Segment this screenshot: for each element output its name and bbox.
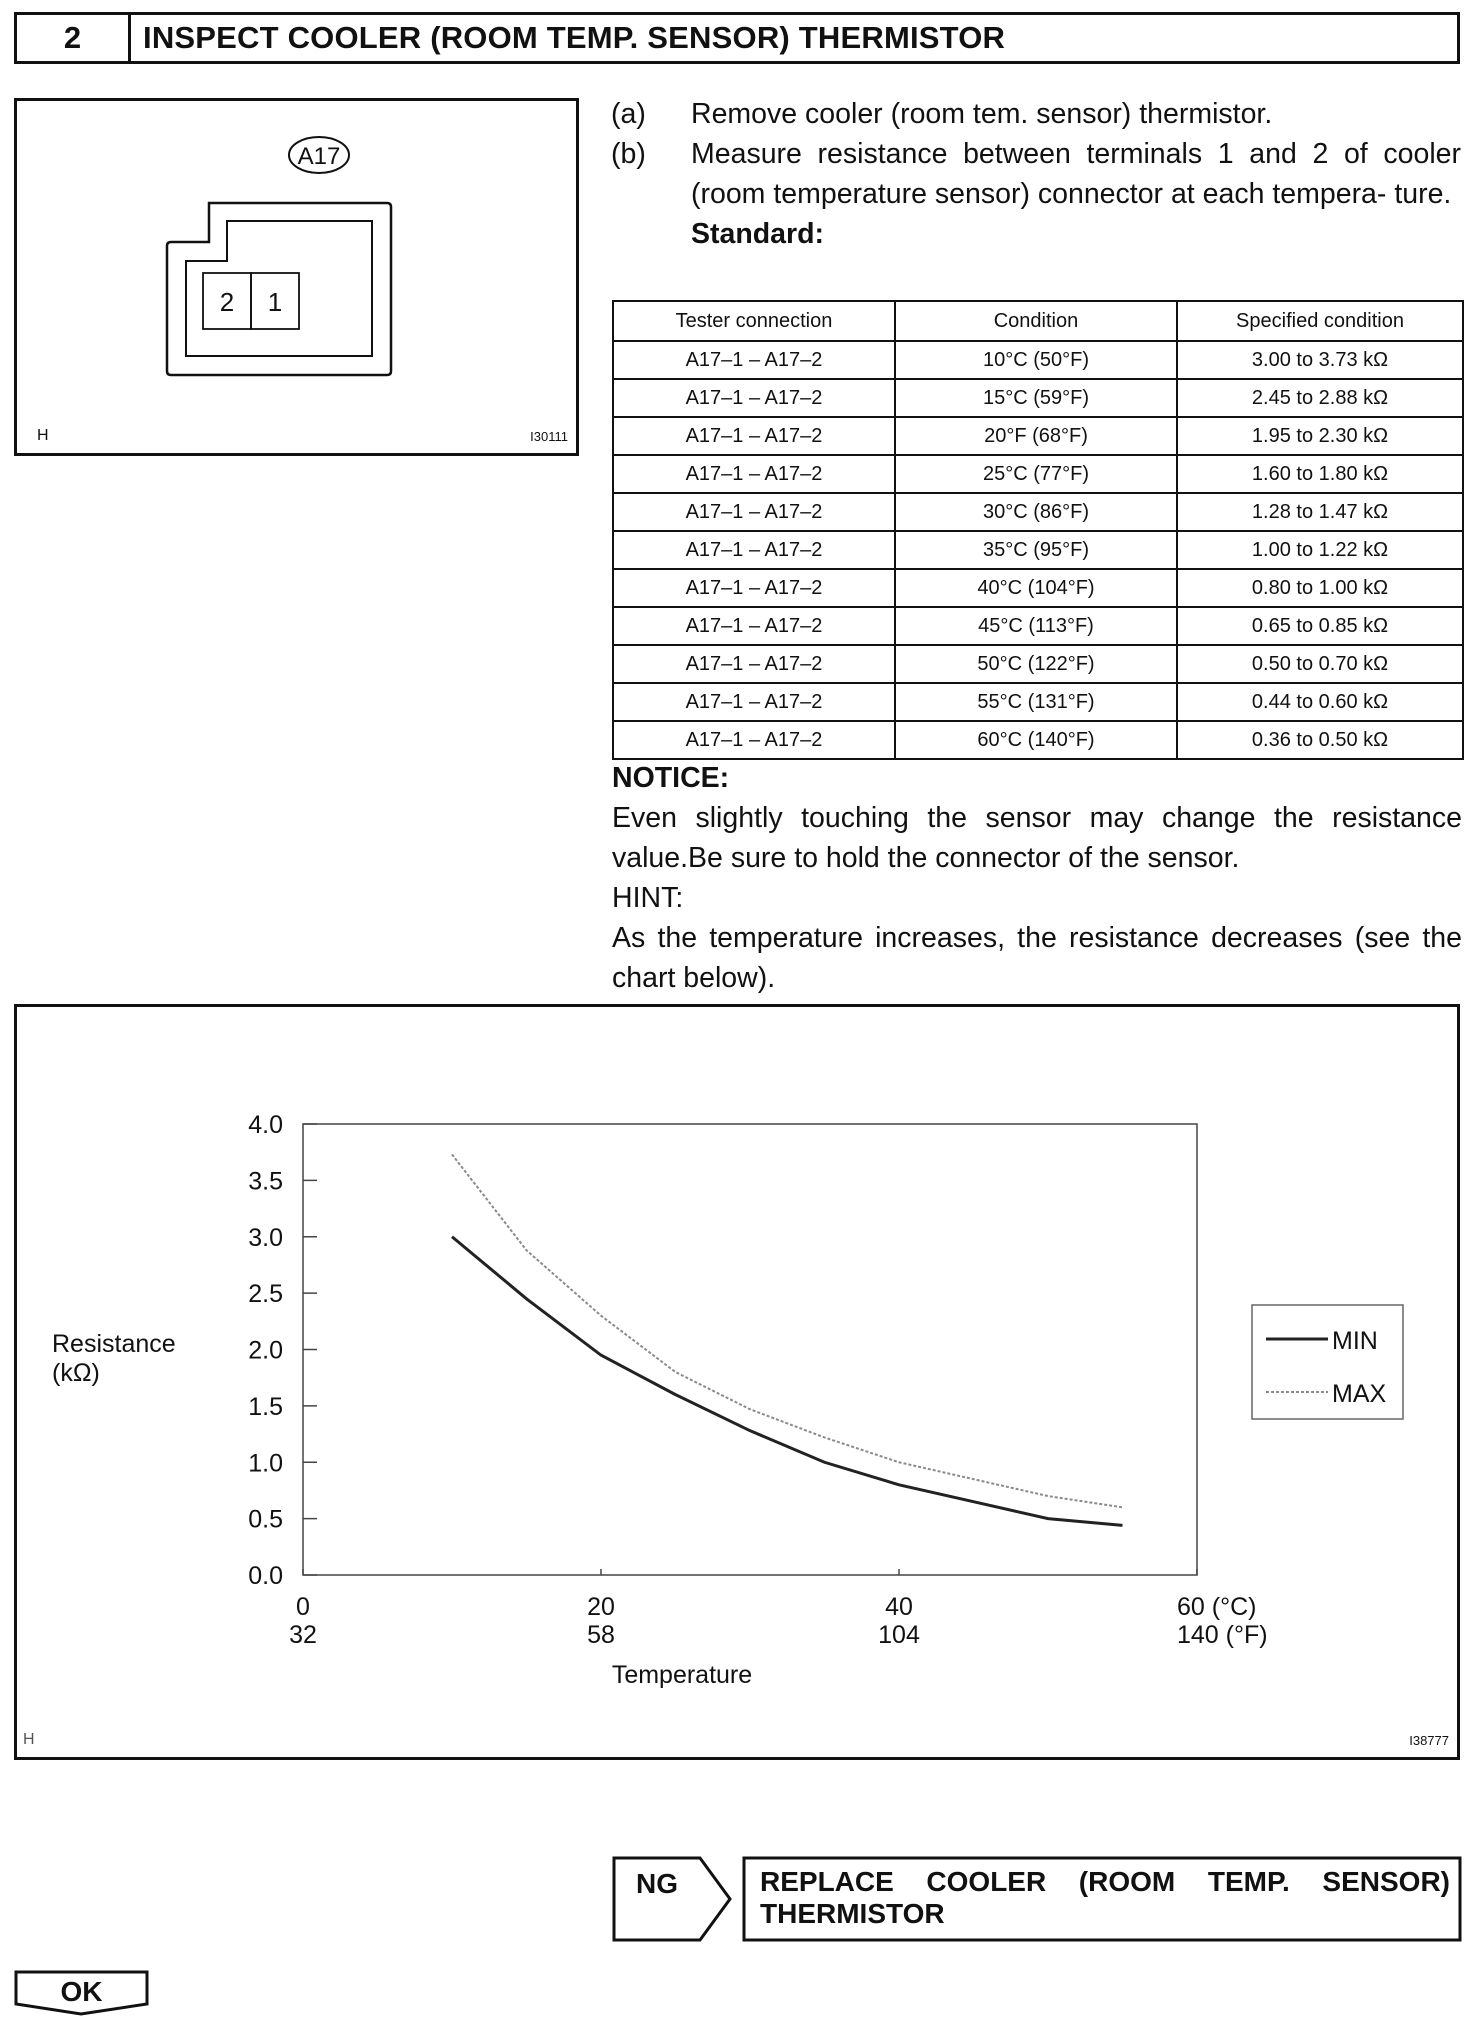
table-row — [613, 341, 1463, 379]
resistance-chart-figure — [14, 1004, 1460, 1760]
table-cell: 1.95 to 2.30 kΩ — [1177, 417, 1463, 455]
table-cell: 1.00 to 1.22 kΩ — [1177, 531, 1463, 569]
connector-drawing — [17, 101, 576, 453]
y-axis-label: Resistance — [52, 1330, 176, 1358]
table-cell: 40°C (104°F) — [895, 569, 1177, 607]
table-cell: 15°C (59°F) — [895, 379, 1177, 417]
table-cell: 0.44 to 0.60 kΩ — [1177, 683, 1463, 721]
column-header: Tester connection — [613, 301, 895, 341]
step-number: 2 — [17, 15, 131, 61]
y-tick-label: 0.0 — [248, 1562, 283, 1590]
table-cell: A17–1 – A17–2 — [613, 721, 895, 759]
figure-corner-letter: H — [23, 1731, 35, 1749]
pin-1-label: 1 — [268, 287, 282, 317]
x-tick-label-fahrenheit: 32 — [289, 1621, 317, 1649]
table-cell: 25°C (77°F) — [895, 455, 1177, 493]
step-b — [611, 134, 1461, 214]
series-line-min — [452, 1237, 1123, 1526]
connector-id-label: A17 — [298, 143, 341, 170]
table-cell: A17–1 – A17–2 — [613, 645, 895, 683]
legend-label-max: MAX — [1332, 1380, 1387, 1408]
table-cell: 45°C (113°F) — [895, 607, 1177, 645]
resistance-chart — [17, 1007, 1457, 1757]
y-tick-label: 1.0 — [248, 1449, 283, 1477]
notice-text: Even slightly touching the sensor may change the resistance value.Be sure to hold the connector of the sensor. — [612, 798, 1462, 878]
table-row — [613, 493, 1463, 531]
y-tick-label: 0.5 — [248, 1506, 283, 1534]
x-tick-label-fahrenheit: 58 — [587, 1621, 615, 1649]
legend-label-min: MIN — [1332, 1327, 1378, 1355]
table-cell: A17–1 – A17–2 — [613, 683, 895, 721]
resistance-spec-table — [612, 300, 1464, 760]
table-cell: 50°C (122°F) — [895, 645, 1177, 683]
table-row — [613, 607, 1463, 645]
table-row — [613, 645, 1463, 683]
table-cell: 0.65 to 0.85 kΩ — [1177, 607, 1463, 645]
table-cell: 55°C (131°F) — [895, 683, 1177, 721]
y-tick-label: 2.0 — [248, 1337, 283, 1365]
table-row — [613, 417, 1463, 455]
table-cell: A17–1 – A17–2 — [613, 455, 895, 493]
table-header-row — [613, 301, 1463, 341]
series-line-max — [452, 1154, 1123, 1507]
step-header — [14, 12, 1460, 64]
ng-action-text: REPLACE COOLER (ROOM TEMP. SENSOR) THERMISTOR — [760, 1866, 1450, 1930]
x-tick-label-fahrenheit: 104 — [878, 1621, 920, 1649]
step-text: Measure resistance between terminals 1 and 2 of cooler (room temperature sensor) connector at each tempera- ture. — [691, 134, 1461, 214]
ng-result-box — [612, 1856, 1462, 1949]
table-cell: 0.36 to 0.50 kΩ — [1177, 721, 1463, 759]
hint-title: HINT: — [612, 878, 1462, 918]
ok-label: OK — [14, 1976, 149, 2008]
table-cell: 1.28 to 1.47 kΩ — [1177, 493, 1463, 531]
figure-code: I30111 — [530, 429, 568, 444]
table-cell: A17–1 – A17–2 — [613, 569, 895, 607]
table-row — [613, 721, 1463, 759]
x-tick-label-celsius: 60 (°C) — [1177, 1593, 1256, 1621]
step-label: (a) — [611, 94, 691, 134]
step-title: INSPECT COOLER (ROOM TEMP. SENSOR) THERMISTOR — [131, 20, 1005, 56]
table-cell: A17–1 – A17–2 — [613, 531, 895, 569]
notice-title: NOTICE: — [612, 758, 1462, 798]
standard-label: Standard: — [611, 214, 1461, 254]
figure-code: I38777 — [1409, 1733, 1449, 1748]
x-tick-label-celsius: 0 — [296, 1593, 310, 1621]
table-cell: 10°C (50°F) — [895, 341, 1177, 379]
table-cell: 3.00 to 3.73 kΩ — [1177, 341, 1463, 379]
table-cell: 1.60 to 1.80 kΩ — [1177, 455, 1463, 493]
y-tick-label: 3.5 — [248, 1167, 283, 1195]
figure-corner-letter: H — [37, 427, 49, 445]
x-tick-label-celsius: 20 — [587, 1593, 615, 1621]
x-axis-label: Temperature — [612, 1661, 752, 1689]
step-text: Remove cooler (room tem. sensor) thermistor. — [691, 94, 1461, 134]
x-tick-label-celsius: 40 — [885, 1593, 913, 1621]
step-a — [611, 94, 1461, 134]
y-tick-label: 3.0 — [248, 1224, 283, 1252]
connector-figure — [14, 98, 579, 456]
step-label: (b) — [611, 134, 691, 214]
y-tick-label: 2.5 — [248, 1280, 283, 1308]
table-cell: 30°C (86°F) — [895, 493, 1177, 531]
x-tick-label-fahrenheit: 140 (°F) — [1177, 1621, 1268, 1649]
hint-text: As the temperature increases, the resistance decreases (see the chart below). — [612, 918, 1462, 998]
table-cell: 20°F (68°F) — [895, 417, 1177, 455]
y-tick-label: 4.0 — [248, 1111, 283, 1139]
ng-label: NG — [622, 1868, 692, 1900]
ok-result-box — [14, 1970, 149, 2016]
table-cell: 0.50 to 0.70 kΩ — [1177, 645, 1463, 683]
procedure-steps — [611, 94, 1461, 254]
table-row — [613, 569, 1463, 607]
table-cell: A17–1 – A17–2 — [613, 379, 895, 417]
plot-area — [303, 1124, 1197, 1575]
table-cell: A17–1 – A17–2 — [613, 341, 895, 379]
table-cell: 0.80 to 1.00 kΩ — [1177, 569, 1463, 607]
table-cell: 60°C (140°F) — [895, 721, 1177, 759]
y-axis-label-unit: (kΩ) — [52, 1359, 100, 1387]
column-header: Specified condition — [1177, 301, 1463, 341]
table-row — [613, 455, 1463, 493]
column-header: Condition — [895, 301, 1177, 341]
pin-2-label: 2 — [220, 287, 234, 317]
table-cell: 35°C (95°F) — [895, 531, 1177, 569]
table-row — [613, 531, 1463, 569]
table-cell: A17–1 – A17–2 — [613, 607, 895, 645]
table-row — [613, 379, 1463, 417]
table-cell: 2.45 to 2.88 kΩ — [1177, 379, 1463, 417]
table-cell: A17–1 – A17–2 — [613, 493, 895, 531]
table-cell: A17–1 – A17–2 — [613, 417, 895, 455]
notes-section — [612, 758, 1462, 998]
y-tick-label: 1.5 — [248, 1393, 283, 1421]
table-row — [613, 683, 1463, 721]
